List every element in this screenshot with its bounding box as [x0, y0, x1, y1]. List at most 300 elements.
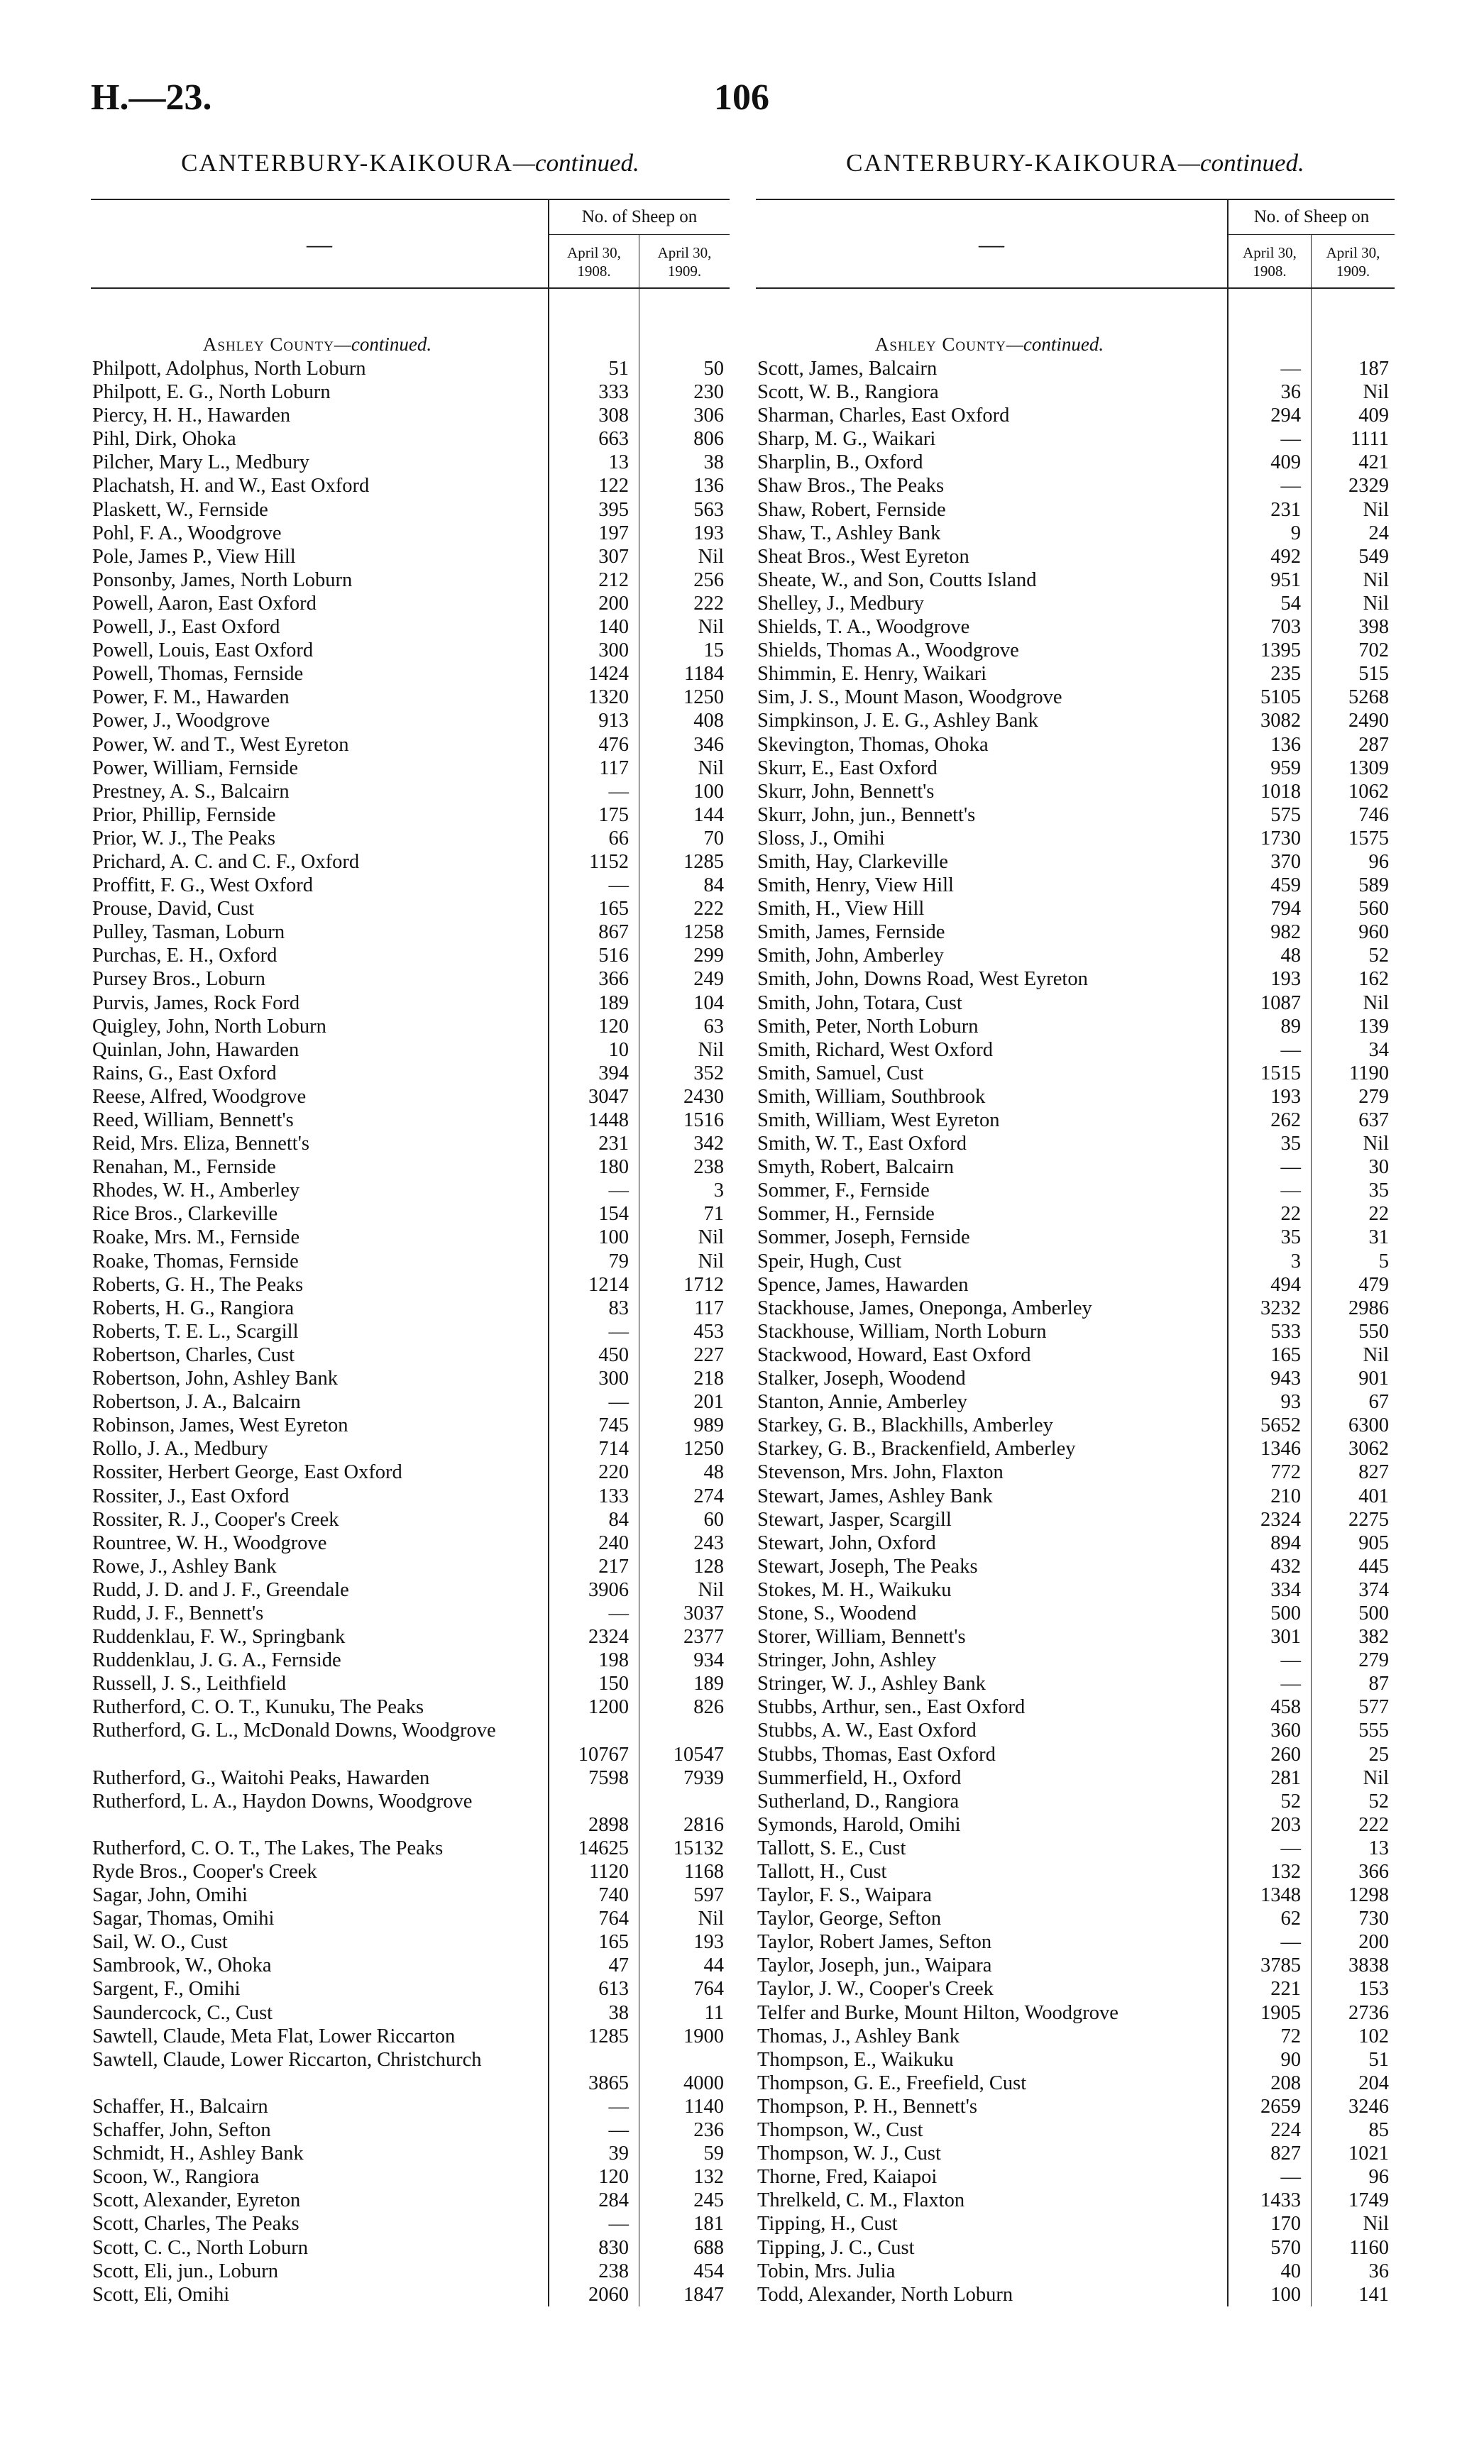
owner-name: Roake, Thomas, Fernside: [91, 1250, 549, 1273]
owner-name: Taylor, George, Sefton: [756, 1907, 1229, 1930]
sheep-1908: —: [1229, 474, 1312, 497]
table-row: [756, 1578, 1395, 1602]
sheep-1909: 1160: [1349, 2236, 1389, 2259]
sheep-1908: 35: [1229, 1226, 1312, 1249]
owner-name: Stalker, Joseph, Woodend: [756, 1367, 1229, 1390]
table-row: [756, 780, 1395, 803]
sheep-1908: 432: [1229, 1555, 1312, 1578]
table-row: [756, 427, 1395, 451]
sheep-1909: 52: [1368, 945, 1389, 967]
sheep-1909: 139: [1358, 1015, 1389, 1038]
owner-name: Tipping, H., Cust: [756, 2212, 1229, 2235]
sheep-1908: 3082: [1229, 709, 1312, 732]
sheep-1908: 772: [1229, 1461, 1312, 1484]
table-row: [756, 1672, 1395, 1695]
table-row: [91, 1437, 730, 1461]
table-row: [91, 1766, 730, 1790]
table-row: [756, 1531, 1395, 1555]
table-row: [756, 1743, 1395, 1766]
table-row: [91, 1414, 730, 1437]
table-row: [756, 709, 1395, 732]
owner-name: Scott, James, Balcairn: [756, 357, 1229, 380]
owner-name: Tallott, H., Cust: [756, 1860, 1229, 1883]
owner-name: Threlkeld, C. M., Flaxton: [756, 2189, 1229, 2212]
owner-name: Rutherford, G., Waitohi Peaks, Hawarden: [91, 1766, 549, 1790]
sheep-1909: Nil: [1363, 2213, 1389, 2235]
sheep-1908: 84: [549, 1508, 639, 1531]
owner-name: Schaffer, John, Sefton: [91, 2118, 549, 2142]
sheep-1909: 2275: [1348, 1508, 1389, 1531]
sheep-1909: 11: [704, 2001, 724, 2024]
table-row: [91, 944, 730, 967]
table-row: [91, 2095, 730, 2118]
owner-name: Rountree, W. H., Woodgrove: [91, 1531, 549, 1555]
sheep-1909: 1575: [1348, 827, 1389, 849]
sheep-1908: 240: [549, 1531, 639, 1555]
sheep-1909: 445: [1358, 1555, 1389, 1578]
table-row: [91, 1625, 730, 1649]
left-table-body: [91, 357, 730, 2306]
table-row: [91, 1015, 730, 1038]
sheep-1909: 52: [1368, 1790, 1389, 1813]
sheep-1908: 982: [1229, 920, 1312, 944]
sheep-1908: —: [1229, 1837, 1312, 1860]
sheep-1909: 555: [1358, 1720, 1389, 1742]
sheep-1909: 905: [1358, 1531, 1389, 1554]
sheep-1908: —: [1229, 1155, 1312, 1179]
owner-name: Sharplin, B., Oxford: [756, 451, 1229, 474]
table-row: [91, 1202, 730, 1226]
owner-name: Sargent, F., Omihi: [91, 1977, 549, 2001]
owner-name: Sharp, M. G., Waikari: [756, 427, 1229, 451]
table-row: [756, 733, 1395, 757]
owner-name: Stackhouse, James, Oneponga, Amberley: [756, 1297, 1229, 1320]
sheep-1908: 10: [549, 1038, 639, 1062]
sheep-1908: 516: [549, 944, 639, 967]
sheep-1908: 2324: [1229, 1508, 1312, 1531]
table-row: [756, 1719, 1395, 1742]
sheep-1909: 193: [693, 1931, 724, 1954]
sheep-1909: 30: [1368, 1156, 1389, 1179]
sheep-1908: 1395: [1229, 639, 1312, 662]
sheep-1909: 409: [1358, 405, 1389, 427]
owner-name: Powell, J., East Oxford: [91, 615, 549, 639]
sheep-1908: 1730: [1229, 827, 1312, 850]
table-row: [756, 380, 1395, 404]
table-row: [91, 2142, 730, 2165]
owner-name: Smith, John, Totara, Cust: [756, 991, 1229, 1015]
owner-name: Shaw Bros., The Peaks: [756, 474, 1229, 497]
sheep-1908: 307: [549, 545, 639, 568]
sheep-1908: 100: [549, 1226, 639, 1249]
owner-name: Power, W. and T., West Eyreton: [91, 733, 549, 757]
sheep-1909: 25: [1368, 1743, 1389, 1766]
sheep-1908: 120: [549, 2165, 639, 2189]
sheep-1908: 150: [549, 1672, 639, 1695]
sheep-1908: 35: [1229, 1132, 1312, 1155]
sheep-1908: 221: [1229, 1977, 1312, 2001]
sheep-1909: 500: [1358, 1602, 1389, 1624]
sheep-1908: 197: [549, 522, 639, 545]
table-row: [91, 451, 730, 474]
table-row: [91, 498, 730, 522]
sheep-1909: 181: [693, 2213, 724, 2235]
owner-name: Scott, Charles, The Peaks: [91, 2212, 549, 2235]
owner-name: Scoon, W., Rangiora: [91, 2165, 549, 2189]
table-row: [91, 920, 730, 944]
table-row: [756, 545, 1395, 568]
table-row: [756, 2095, 1395, 2118]
sheep-1908: 575: [1229, 803, 1312, 827]
owner-name: Starkey, G. B., Blackhills, Amberley: [756, 1414, 1229, 1437]
sheep-1908: 200: [549, 592, 639, 615]
sheep-1908: 79: [549, 1250, 639, 1273]
sheep-1909: Nil: [698, 616, 724, 639]
owner-name: Smith, Samuel, Cust: [756, 1062, 1229, 1085]
sheep-1908: 281: [1229, 1766, 1312, 1790]
table-row: [756, 404, 1395, 427]
table-row: [756, 1649, 1395, 1672]
owner-name: Rudd, J. D. and J. F., Greendale: [91, 1578, 549, 1602]
owner-name: Reed, William, Bennett's: [91, 1109, 549, 1132]
owner-name: Rossiter, J., East Oxford: [91, 1485, 549, 1508]
sheep-1909: 187: [1358, 358, 1389, 380]
header-col-1909: April 30, 1909.: [657, 244, 712, 280]
table-row: [91, 592, 730, 615]
sheep-1909: 227: [693, 1343, 724, 1366]
table-row: [756, 1297, 1395, 1320]
table-row: [91, 2189, 730, 2212]
sheep-1908: 238: [549, 2260, 639, 2283]
sheep-1909: 51: [1368, 2048, 1389, 2071]
sheep-1908: —: [549, 2212, 639, 2235]
sheep-1909: 577: [1358, 1696, 1389, 1719]
owner-name: Starkey, G. B., Brackenfield, Amberley: [756, 1437, 1229, 1461]
sheep-1909: 189: [693, 1673, 724, 1695]
sheep-1909: 71: [703, 1203, 724, 1226]
table-row: [91, 1508, 730, 1531]
owner-name: Rollo, J. A., Medbury: [91, 1437, 549, 1461]
table-row: [756, 357, 1395, 380]
owner-name: Smith, John, Downs Road, West Eyreton: [756, 967, 1229, 991]
table-row: [756, 1930, 1395, 1954]
sheep-1909: 3037: [683, 1602, 724, 1624]
sheep-1909: 24: [1368, 522, 1389, 544]
sheep-1909: 1168: [684, 1861, 724, 1883]
sheep-1908: —: [1229, 1649, 1312, 1672]
table-row: [91, 1860, 730, 1883]
sheep-1908: 180: [549, 1155, 639, 1179]
sheep-1908: —: [549, 2118, 639, 2142]
sheep-1908: 360: [1229, 1719, 1312, 1742]
sheep-1909: Nil: [1363, 498, 1389, 521]
table-row: [91, 1672, 730, 1695]
owner-name: Sim, J. S., Mount Mason, Woodgrove: [756, 686, 1229, 709]
sheep-1909: Nil: [698, 545, 724, 568]
sheep-1908: 1448: [549, 1109, 639, 1132]
sheep-1908: 175: [549, 803, 639, 827]
sheep-1909: 249: [693, 968, 724, 991]
sheep-1909: Nil: [1363, 991, 1389, 1014]
owner-name: Rowe, J., Ashley Bank: [91, 1555, 549, 1578]
table-row: [91, 827, 730, 850]
owner-name: Stringer, W. J., Ashley Bank: [756, 1672, 1229, 1695]
owner-name: Sommer, H., Fernside: [756, 1202, 1229, 1226]
owner-name: Rhodes, W. H., Amberley: [91, 1179, 549, 1202]
owner-name: Power, William, Fernside: [91, 757, 549, 780]
sheep-1909: Nil: [698, 1250, 724, 1272]
owner-name: Russell, J. S., Leithfield: [91, 1672, 549, 1695]
sheep-1909: 84: [703, 874, 724, 897]
sheep-1908: 133: [549, 1485, 639, 1508]
sheep-1908: 740: [549, 1883, 639, 1907]
table-row: [91, 780, 730, 803]
owner-name: Taylor, Robert James, Sefton: [756, 1930, 1229, 1954]
sheep-1909: Nil: [698, 1908, 724, 1930]
sheep-1908: 827: [1229, 2142, 1312, 2165]
table-row: [756, 1437, 1395, 1461]
sheep-1909: 102: [1358, 2025, 1389, 2047]
owner-name: Shaw, Robert, Fernside: [756, 498, 1229, 522]
owner-name: Todd, Alexander, North Loburn: [756, 2283, 1229, 2306]
table-row: [91, 1883, 730, 1907]
page-number: 106: [714, 77, 769, 118]
sheep-1908: 294: [1229, 404, 1312, 427]
sheep-1908: 10767: [549, 1719, 639, 1766]
sheep-1909: 2736: [1348, 2001, 1389, 2024]
sheep-1908: 39: [549, 2142, 639, 2165]
owner-name: Thompson, W., Cust: [756, 2118, 1229, 2142]
sheep-1908: 198: [549, 1649, 639, 1672]
sheep-1908: 220: [549, 1461, 639, 1484]
table-row: [91, 1907, 730, 1930]
table-row: [756, 2118, 1395, 2142]
sheep-1908: 458: [1229, 1695, 1312, 1719]
owner-name: Stewart, Jasper, Scargill: [756, 1508, 1229, 1531]
table-row: [756, 1179, 1395, 1202]
sheep-1909: 421: [1358, 451, 1389, 474]
table-row: [91, 1343, 730, 1367]
sheep-1909: 85: [1368, 2119, 1389, 2142]
sheep-1908: 3785: [1229, 1954, 1312, 1977]
table-row: [91, 1390, 730, 1414]
table-row: [756, 2189, 1395, 2212]
table-row: [756, 615, 1395, 639]
sheep-1908: 1285: [549, 2025, 639, 2048]
table-row: [91, 404, 730, 427]
sheep-1909: 59: [703, 2143, 724, 2165]
table-row: [756, 827, 1395, 850]
sheep-1909: 238: [693, 1156, 724, 1179]
sheep-1909: Nil: [698, 1038, 724, 1061]
right-section-title: Ashley County: [874, 334, 1006, 355]
owner-name: Sagar, Thomas, Omihi: [91, 1907, 549, 1930]
sheep-1908: —: [549, 1602, 639, 1625]
sheep-1909: 1712: [683, 1273, 724, 1296]
table-row: [91, 1977, 730, 2001]
sheep-1909: 100: [693, 780, 724, 803]
table-row: [91, 545, 730, 568]
owner-name: Sommer, F., Fernside: [756, 1179, 1229, 1202]
owner-name: Robertson, John, Ashley Bank: [91, 1367, 549, 1390]
sheep-1909: 96: [1368, 850, 1389, 873]
owner-name: Pilcher, Mary L., Medbury: [91, 451, 549, 474]
header-blank-cell: —: [756, 200, 1229, 287]
sheep-1908: 132: [1229, 1860, 1312, 1883]
sheep-1908: 208: [1229, 2072, 1312, 2095]
sheep-1908: 1424: [549, 662, 639, 686]
sheep-1908: 165: [549, 1930, 639, 1954]
table-row: [756, 2025, 1395, 2048]
owner-name: Simpkinson, J. E. G., Ashley Bank: [756, 709, 1229, 732]
sheep-1909: 401: [1358, 1485, 1389, 1507]
owner-name: Scott, W. B., Rangiora: [756, 380, 1229, 404]
table-row: [91, 1367, 730, 1390]
sheep-1908: 3232: [1229, 1297, 1312, 1320]
owner-name: Quigley, John, North Loburn: [91, 1015, 549, 1038]
sheep-1909: 236: [693, 2119, 724, 2142]
owner-name: Stanton, Annie, Amberley: [756, 1390, 1229, 1414]
table-row: [756, 662, 1395, 686]
table-row: [756, 803, 1395, 827]
owner-name: Renahan, M., Fernside: [91, 1155, 549, 1179]
table-row: [91, 357, 730, 380]
table-row: [756, 686, 1395, 709]
sheep-1908: 14625: [549, 1837, 639, 1860]
sheep-1908: 217: [549, 1555, 639, 1578]
sheep-1909: Nil: [1363, 1133, 1389, 1155]
table-row: [756, 1485, 1395, 1508]
sheep-1909: 63: [703, 1015, 724, 1038]
sheep-1908: 1515: [1229, 1062, 1312, 1085]
table-row: [756, 1085, 1395, 1109]
header-blank-cell: —: [91, 200, 549, 287]
table-row: [756, 1766, 1395, 1790]
sheep-1909: 141: [1358, 2283, 1389, 2306]
table-row: [756, 850, 1395, 874]
sheep-1909: 48: [703, 1461, 724, 1484]
sheep-1909: Nil: [1363, 1766, 1389, 1789]
table-row: [91, 1485, 730, 1508]
table-row: [91, 1695, 730, 1719]
sheep-1908: 38: [549, 2001, 639, 2025]
owner-name: Pole, James P., View Hill: [91, 545, 549, 568]
left-table-header: [91, 199, 730, 289]
sheep-1908: 703: [1229, 615, 1312, 639]
sheep-1909: 200: [1358, 1931, 1389, 1954]
sheep-1909: 31: [1368, 1226, 1389, 1249]
owner-name: Skurr, John, jun., Bennett's: [756, 803, 1229, 827]
sheep-1909: 549: [1358, 545, 1389, 568]
table-row: [756, 897, 1395, 920]
sheep-1909: Nil: [1363, 568, 1389, 591]
sheep-1909: 144: [693, 803, 724, 826]
table-row: [91, 1062, 730, 1085]
owner-name: Sawtell, Claude, Lower Riccarton, Christchurch: [91, 2048, 549, 2095]
owner-name: Stewart, John, Oxford: [756, 1531, 1229, 1555]
owner-name: Piercy, H. H., Hawarden: [91, 404, 549, 427]
owner-name: Prestney, A. S., Balcairn: [91, 780, 549, 803]
sheep-1909: 6300: [1348, 1414, 1389, 1437]
sheep-1908: 951: [1229, 568, 1312, 592]
sheep-1909: 702: [1358, 639, 1389, 662]
table-row: [756, 2001, 1395, 2025]
sheep-1909: 2430: [683, 1085, 724, 1108]
sheep-1908: 3: [1229, 1250, 1312, 1273]
owner-name: Stringer, John, Ashley: [756, 1649, 1229, 1672]
sheep-1909: 96: [1368, 2166, 1389, 2189]
owner-name: Prior, W. J., The Peaks: [91, 827, 549, 850]
table-row: [756, 1860, 1395, 1883]
owner-name: Roberts, H. G., Rangiora: [91, 1297, 549, 1320]
table-row: [91, 522, 730, 545]
table-row: [91, 1790, 730, 1837]
owner-name: Telfer and Burke, Mount Hilton, Woodgrove: [756, 2001, 1229, 2025]
owner-name: Smith, James, Fernside: [756, 920, 1229, 944]
sheep-1908: 894: [1229, 1531, 1312, 1555]
owner-name: Proffitt, F. G., West Oxford: [91, 874, 549, 897]
sheep-1908: 154: [549, 1202, 639, 1226]
sheep-1909: 827: [1358, 1461, 1389, 1484]
sheep-1909: 560: [1358, 898, 1389, 920]
sheep-1909: Nil: [1363, 592, 1389, 615]
sheep-1909: 222: [1358, 1813, 1389, 1836]
sheep-1909: 688: [693, 2236, 724, 2259]
table-row: [91, 1578, 730, 1602]
sheep-1908: 913: [549, 709, 639, 732]
sheep-1909: 1847: [683, 2283, 724, 2306]
sheep-1909: 22: [1368, 1203, 1389, 1226]
owner-name: Smith, W. T., East Oxford: [756, 1132, 1229, 1155]
owner-name: Prouse, David, Cust: [91, 897, 549, 920]
owner-name: Taylor, F. S., Waipara: [756, 1883, 1229, 1907]
left-column: [91, 149, 730, 2306]
sheep-1908: 189: [549, 991, 639, 1015]
sheep-1909: 3062: [1348, 1438, 1389, 1461]
sheep-1908: 533: [1229, 1320, 1312, 1343]
owner-name: Shelley, J., Medbury: [756, 592, 1229, 615]
table-row: [91, 967, 730, 991]
sheep-1909: 132: [693, 2166, 724, 2189]
table-row: [91, 2048, 730, 2095]
owner-name: Reid, Mrs. Eliza, Bennett's: [91, 1132, 549, 1155]
table-row: [756, 1015, 1395, 1038]
table-row: [756, 1109, 1395, 1132]
owner-name: Rains, G., East Oxford: [91, 1062, 549, 1085]
table-row: [91, 474, 730, 497]
owner-name: Schmidt, H., Ashley Bank: [91, 2142, 549, 2165]
sheep-1908: 90: [1229, 2048, 1312, 2072]
sheep-1908: 5652: [1229, 1414, 1312, 1437]
sheep-1909: 1184: [684, 663, 724, 686]
sheep-1909: 15132: [673, 1837, 724, 1859]
owner-name: Skurr, John, Bennett's: [756, 780, 1229, 803]
sheep-1908: 1200: [549, 1695, 639, 1719]
table-row: [756, 1625, 1395, 1649]
sheep-1908: 210: [1229, 1485, 1312, 1508]
sheep-1908: —: [1229, 2165, 1312, 2189]
header-col-1908: April 30, 1908.: [1229, 235, 1312, 287]
sheep-1909: Nil: [698, 1226, 724, 1249]
table-row: [756, 451, 1395, 474]
sheep-1909: 5: [1378, 1250, 1389, 1272]
table-row: [91, 803, 730, 827]
sheep-1908: 2659: [1229, 2095, 1312, 2118]
table-row: [756, 1414, 1395, 1437]
right-section-row: Ashley County—continued.: [756, 333, 1395, 357]
table-row: [91, 2165, 730, 2189]
owner-name: Rutherford, G. L., McDonald Downs, Woodgrove: [91, 1719, 549, 1766]
